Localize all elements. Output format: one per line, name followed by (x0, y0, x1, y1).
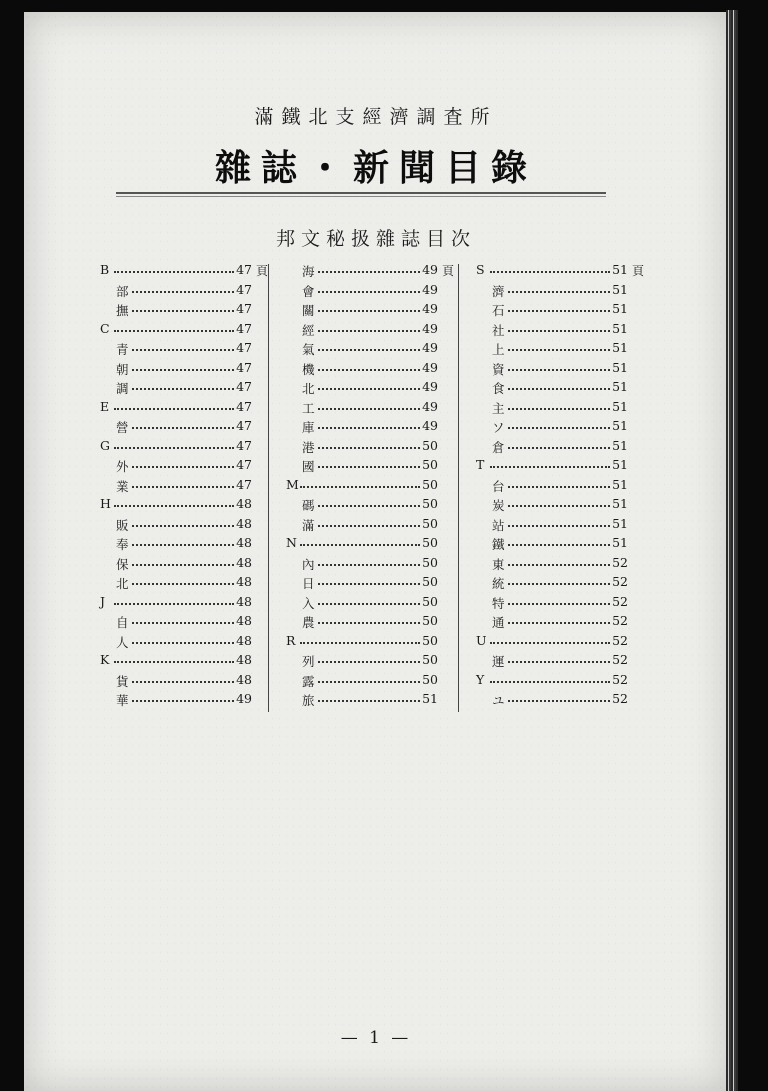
entry-page-number: 47 (236, 457, 252, 472)
entry-label: N (286, 535, 297, 550)
dot-leader (318, 330, 420, 332)
entry-page-number: 51 (612, 359, 628, 375)
entry-label: G (100, 437, 110, 453)
dot-leader (508, 486, 610, 488)
index-letter-heading (100, 594, 258, 614)
entry-label: T (476, 457, 485, 472)
entry-label: 自 (116, 615, 129, 630)
dot-leader (508, 408, 610, 410)
entry-label: 調 (116, 381, 129, 396)
index-entry (476, 477, 634, 497)
index-entry (286, 496, 444, 516)
dot-leader (132, 700, 234, 702)
entry-label: 庫 (302, 420, 315, 435)
entry-label: 港 (302, 439, 315, 455)
index-entry (286, 379, 444, 399)
entry-page-number: 51 (612, 418, 628, 433)
entry-label: 關 (302, 303, 315, 318)
entry-page-number: 50 (422, 457, 438, 472)
entry-page-number: 48 (236, 496, 252, 511)
index-letter-heading (286, 477, 444, 497)
title-divider-thin (116, 196, 606, 197)
index-entry (286, 262, 454, 282)
entry-page-number: 49 (422, 301, 438, 316)
entry-page-number: 51 (612, 535, 628, 550)
entry-page-number: 50 (422, 554, 438, 570)
dot-leader (318, 427, 420, 429)
dot-leader (508, 388, 610, 390)
index-entry (286, 691, 444, 711)
entry-label: 統 (492, 576, 505, 591)
dot-leader (300, 544, 420, 546)
index-letter-heading (100, 321, 258, 341)
index-entry (100, 613, 258, 633)
entry-label: 人 (116, 634, 129, 650)
entry-label: 站 (492, 517, 505, 533)
entry-page-number: 51 (612, 457, 628, 472)
entry-page-number: 52 (612, 652, 628, 667)
index-letter-heading (100, 399, 258, 419)
entry-page-number: 47 (236, 398, 252, 414)
entry-page-number: 50 (422, 574, 438, 589)
entry-label: 資 (492, 361, 505, 377)
entry-label: 朝 (116, 361, 129, 377)
entry-page-number: 49 (236, 691, 252, 706)
entry-page-number: 51 (612, 262, 628, 277)
index-entry (100, 691, 258, 711)
dot-leader (132, 486, 234, 488)
entry-page-number: 51 (422, 691, 438, 706)
dot-leader (318, 388, 420, 390)
index-entry (476, 321, 634, 341)
index-letter-heading (476, 262, 644, 282)
entry-page-number: 48 (236, 574, 252, 589)
dot-leader (318, 447, 420, 449)
index-entry (286, 516, 444, 536)
entry-page-number: 47 (236, 437, 252, 453)
entry-page-number: 47 (236, 340, 252, 355)
entry-page-number: 52 (612, 691, 628, 706)
index-letter-heading (100, 438, 258, 458)
page-unit-label: 頁 (631, 264, 644, 278)
entry-page-number: 49 (422, 262, 438, 277)
index-entry (286, 340, 444, 360)
index-entry (286, 652, 444, 672)
entry-page-number: 51 (612, 496, 628, 511)
entry-label: 奉 (116, 537, 129, 552)
index-entry (476, 574, 634, 594)
index-entry (286, 282, 444, 302)
index-entry (476, 496, 634, 516)
entry-label: 碼 (302, 498, 315, 513)
index-letter-heading (286, 535, 444, 555)
index-entry (476, 340, 634, 360)
dot-leader (508, 700, 610, 702)
dot-leader (114, 447, 234, 449)
index-entry (100, 555, 258, 575)
index-entry (286, 457, 444, 477)
entry-page-number: 50 (422, 515, 438, 531)
index-letter-heading (100, 496, 258, 516)
dot-leader (114, 505, 234, 507)
entry-page-number: 47 (236, 301, 252, 316)
entry-label: 華 (116, 693, 129, 708)
dot-leader (508, 622, 610, 624)
index-entry (100, 574, 258, 594)
index-entry (100, 516, 258, 536)
entry-page-number: 47 (236, 320, 252, 336)
index-letter-heading (476, 633, 634, 653)
entry-page-number: 51 (612, 281, 628, 297)
dot-leader (508, 583, 610, 585)
dot-leader (114, 661, 234, 663)
dot-leader (508, 330, 610, 332)
entry-label: 機 (302, 361, 315, 377)
entry-page-number: 48 (236, 554, 252, 570)
entry-page-number: 52 (612, 593, 628, 609)
entry-page-number: 51 (612, 340, 628, 355)
index-entry (286, 301, 444, 321)
entry-label: K (100, 652, 110, 667)
dot-leader (318, 291, 420, 293)
entry-page-number: 50 (422, 632, 438, 648)
dot-leader (490, 681, 610, 683)
entry-page-number: 50 (422, 496, 438, 511)
dot-leader (318, 583, 420, 585)
dot-leader (490, 642, 610, 644)
document-subtitle: 滿鐵北支經濟調査所 (254, 106, 498, 128)
entry-page-number: 51 (612, 476, 628, 492)
entry-page-number: 51 (612, 515, 628, 531)
entry-label: 倉 (492, 439, 505, 455)
entry-page-number: 52 (612, 632, 628, 648)
dot-leader (132, 642, 234, 644)
index-entry (286, 613, 444, 633)
entry-label: 食 (492, 381, 505, 396)
entry-page-number: 52 (612, 574, 628, 589)
entry-page-number: 51 (612, 320, 628, 336)
entry-page-number: 51 (612, 301, 628, 316)
index-entry (476, 360, 634, 380)
index-entry (100, 282, 258, 302)
entry-label: 會 (302, 283, 315, 299)
index-entry (100, 477, 258, 497)
dot-leader (132, 291, 234, 293)
index-entry (476, 691, 634, 711)
entry-page-number: 50 (422, 652, 438, 667)
index-letter-heading (100, 262, 268, 282)
entry-page-number: 49 (422, 418, 438, 433)
index-entry (100, 672, 258, 692)
entry-page-number: 49 (422, 281, 438, 297)
entry-label: 列 (302, 654, 315, 669)
dot-leader (132, 369, 234, 371)
entry-page-number: 48 (236, 652, 252, 667)
dot-leader (132, 622, 234, 624)
entry-page-number: 48 (236, 593, 252, 609)
entry-page-number: 52 (612, 613, 628, 628)
index-column-1 (100, 262, 268, 711)
entry-label: 社 (492, 322, 505, 338)
entry-page-number: 47 (236, 418, 252, 433)
dot-leader (318, 505, 420, 507)
index-entry (286, 574, 444, 594)
dot-leader (508, 525, 610, 527)
entry-label: 部 (116, 283, 129, 299)
entry-label: 主 (492, 400, 505, 416)
entry-page-number: 49 (422, 340, 438, 355)
dot-leader (132, 544, 234, 546)
dot-leader (300, 486, 420, 488)
index-entry (286, 594, 444, 614)
dot-leader (132, 525, 234, 527)
dot-leader (114, 271, 234, 273)
dot-leader (508, 544, 610, 546)
column-divider-2 (458, 264, 459, 712)
entry-label: 濟 (492, 283, 505, 299)
index-letter-heading (286, 633, 444, 653)
index-entry (476, 555, 634, 575)
index-entry (476, 282, 634, 302)
entry-label: ユ (492, 693, 505, 708)
dot-leader (508, 369, 610, 371)
index-entry (476, 438, 634, 458)
page-unit-label: 頁 (441, 264, 454, 278)
dot-leader (508, 564, 610, 566)
index-entry (286, 555, 444, 575)
index-entry (476, 516, 634, 536)
index-entry (100, 457, 258, 477)
dot-leader (132, 583, 234, 585)
dot-leader (318, 466, 420, 468)
dot-leader (318, 661, 420, 663)
index-entry (286, 360, 444, 380)
entry-page-number: 47 (236, 281, 252, 297)
dot-leader (132, 310, 234, 312)
entry-page-number: 51 (612, 379, 628, 394)
entry-label: J (100, 593, 106, 609)
index-entry (286, 672, 444, 692)
entry-page-number: 47 (236, 476, 252, 492)
dot-leader (318, 271, 420, 273)
entry-label: 上 (492, 342, 505, 357)
entry-page-number: 49 (422, 379, 438, 394)
dot-leader (318, 310, 420, 312)
entry-label: Y (476, 671, 485, 687)
entry-label: 經 (302, 322, 315, 338)
entry-label: E (100, 398, 110, 414)
dot-leader (132, 564, 234, 566)
entry-label: R (286, 632, 296, 648)
entry-page-number: 48 (236, 535, 252, 550)
dot-leader (132, 681, 234, 683)
dot-leader (490, 466, 610, 468)
entry-page-number: 50 (422, 476, 438, 492)
page-unit-label: 頁 (255, 264, 268, 278)
dot-leader (318, 369, 420, 371)
entry-label: 日 (302, 576, 315, 591)
dot-leader (508, 661, 610, 663)
entry-label: 國 (302, 459, 315, 474)
entry-label: 業 (116, 478, 129, 494)
entry-label: 工 (302, 400, 315, 416)
dot-leader (318, 700, 420, 702)
title-divider (116, 192, 606, 194)
entry-label: 北 (116, 576, 129, 591)
index-entry (100, 633, 258, 653)
entry-page-number: 50 (422, 613, 438, 628)
dot-leader (114, 603, 234, 605)
entry-page-number: 51 (612, 437, 628, 453)
entry-label: U (476, 632, 487, 648)
entry-label: 入 (302, 595, 315, 611)
dot-leader (508, 291, 610, 293)
index-entry (100, 360, 258, 380)
entry-label: 販 (116, 517, 129, 533)
entry-page-number: 50 (422, 437, 438, 453)
dot-leader (318, 349, 420, 351)
dot-leader (318, 603, 420, 605)
entry-label: 石 (492, 303, 505, 318)
dot-leader (508, 427, 610, 429)
entry-label: 鐵 (492, 537, 505, 552)
entry-label: 保 (116, 556, 129, 572)
entry-label: 外 (116, 459, 129, 474)
document-title: 雜誌・新聞目錄 (214, 147, 537, 189)
dot-leader (490, 271, 610, 273)
entry-page-number: 48 (236, 613, 252, 628)
dot-leader (132, 349, 234, 351)
index-entry (476, 652, 634, 672)
entry-page-number: 52 (612, 554, 628, 570)
dot-leader (318, 564, 420, 566)
entry-page-number: 52 (612, 671, 628, 687)
dot-leader (318, 681, 420, 683)
entry-label: ソ (492, 420, 505, 435)
dot-leader (318, 622, 420, 624)
entry-page-number: 50 (422, 593, 438, 609)
entry-label: 氣 (302, 342, 315, 357)
entry-label: 海 (302, 264, 315, 279)
entry-page-number: 51 (612, 398, 628, 414)
dot-leader (114, 330, 234, 332)
section-heading: 邦文秘扱雜誌目次 (275, 228, 476, 250)
index-letter-heading (100, 652, 258, 672)
entry-label: M (286, 476, 299, 492)
entry-label: 台 (492, 478, 505, 494)
dot-leader (132, 388, 234, 390)
dot-leader (508, 603, 610, 605)
index-entry (476, 613, 634, 633)
index-letter-heading (476, 457, 634, 477)
dot-leader (132, 466, 234, 468)
index-entry (100, 379, 258, 399)
entry-label: S (476, 262, 485, 277)
book-page-edge (726, 10, 738, 1091)
entry-page-number: 49 (422, 398, 438, 414)
entry-page-number: 47 (236, 379, 252, 394)
index-column-3 (476, 262, 644, 711)
index-entry (286, 418, 444, 438)
index-entry (286, 438, 444, 458)
entry-label: 北 (302, 381, 315, 396)
index-letter-heading (476, 672, 634, 692)
dot-leader (508, 310, 610, 312)
entry-label: 滿 (302, 517, 315, 533)
document-page (24, 12, 728, 1091)
entry-page-number: 50 (422, 671, 438, 687)
entry-label: 內 (302, 556, 315, 572)
dot-leader (318, 525, 420, 527)
dot-leader (508, 349, 610, 351)
entry-label: 特 (492, 595, 505, 611)
index-entry (100, 301, 258, 321)
index-entry (100, 535, 258, 555)
dot-leader (300, 642, 420, 644)
entry-label: 營 (116, 420, 129, 435)
entry-label: 炭 (492, 498, 505, 513)
entry-label: 農 (302, 615, 315, 630)
index-entry (100, 418, 258, 438)
entry-label: 青 (116, 342, 129, 357)
entry-label: B (100, 262, 110, 277)
index-entry (476, 594, 634, 614)
entry-label: 旅 (302, 693, 315, 708)
entry-label: 貨 (116, 673, 129, 689)
index-entry (476, 535, 634, 555)
entry-label: 撫 (116, 303, 129, 318)
entry-label: H (100, 496, 111, 511)
entry-page-number: 48 (236, 671, 252, 687)
page-number: — 1 — (340, 1028, 412, 1048)
index-entry (476, 399, 634, 419)
entry-label: 露 (302, 673, 315, 689)
dot-leader (114, 408, 234, 410)
entry-label: 運 (492, 654, 505, 669)
entry-label: 通 (492, 615, 505, 630)
index-entry (476, 418, 634, 438)
entry-label: C (100, 320, 110, 336)
entry-page-number: 49 (422, 359, 438, 375)
index-entry (286, 399, 444, 419)
column-divider-1 (268, 264, 269, 712)
index-entry (476, 301, 634, 321)
index-entry (476, 379, 634, 399)
index-entry (286, 321, 444, 341)
entry-page-number: 49 (422, 320, 438, 336)
entry-page-number: 47 (236, 359, 252, 375)
index-column-2 (286, 262, 454, 711)
entry-page-number: 50 (422, 535, 438, 550)
dot-leader (508, 505, 610, 507)
entry-page-number: 48 (236, 515, 252, 531)
dot-leader (132, 427, 234, 429)
dot-leader (318, 408, 420, 410)
entry-page-number: 48 (236, 632, 252, 648)
entry-label: 東 (492, 556, 505, 572)
entry-page-number: 47 (236, 262, 252, 277)
index-entry (100, 340, 258, 360)
dot-leader (508, 447, 610, 449)
